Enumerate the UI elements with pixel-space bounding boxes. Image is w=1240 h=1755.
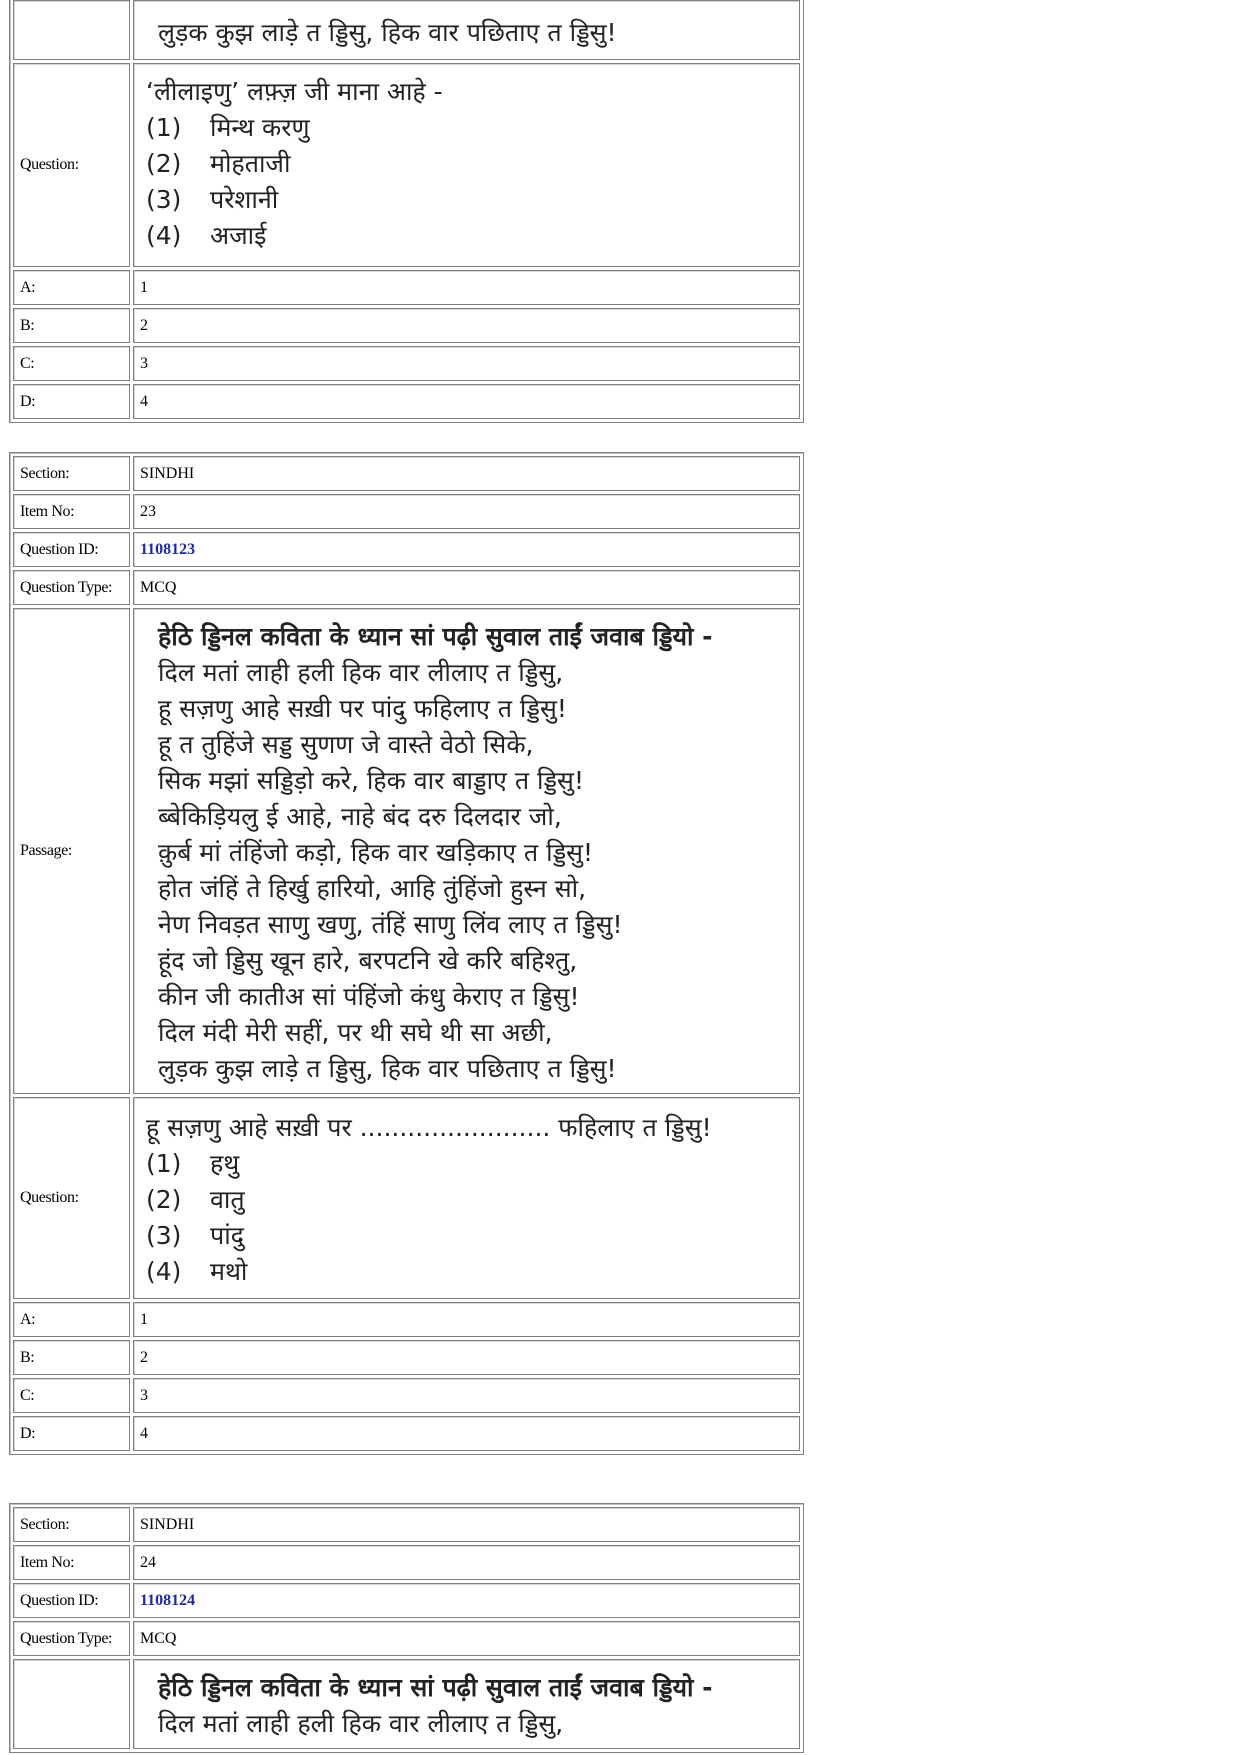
option-number: (1) — [146, 1149, 182, 1178]
answer-d-label: D: — [13, 1416, 130, 1451]
option-text: पांदु — [210, 1221, 244, 1250]
answer-a-value: 1 — [133, 1302, 800, 1337]
answer-d-label: D: — [13, 384, 130, 419]
answer-c-label: C: — [13, 1378, 130, 1413]
passage-heading: हेठि ड्डिनल कविता के ध्यान सां पढ़ी सुवाल ताईं जवाब ड्डियो - — [158, 622, 713, 651]
passage-line: दिल मतां लाही हली हिक वार लीलाए त ड्डिसु, — [158, 658, 564, 687]
option-number: (2) — [146, 149, 182, 178]
question-type-label: Question Type: — [13, 1621, 130, 1656]
option-text: अजाई — [210, 221, 267, 250]
option-2 — [146, 1182, 793, 1218]
question-cell — [133, 1097, 800, 1299]
item-no-value: 24 — [133, 1545, 800, 1580]
passage-line: लुड़क कुझ लाड़े त ड्डिसु, हिक वार पछिताए त ड्डिसु! — [158, 1054, 617, 1083]
option-text: हथु — [210, 1149, 240, 1178]
option-text: मोहताजी — [210, 149, 291, 178]
option-number: (2) — [146, 1185, 182, 1214]
question-type-label: Question Type: — [13, 570, 130, 605]
answer-c-label: C: — [13, 346, 130, 381]
section-value: SINDHI — [133, 456, 800, 491]
answer-b-label: B: — [13, 1340, 130, 1375]
question-id-value: 1108124 — [133, 1583, 800, 1618]
answer-c-value: 3 — [133, 1378, 800, 1413]
question-table-item-24 — [9, 1503, 804, 1753]
question-label: Question: — [13, 63, 130, 267]
passage-line: हू सज़णु आहे सख़ी पर पांदु फहिलाए त ड्डिसु! — [158, 694, 567, 723]
passage-line: सिक मझां सड्डिड़ो करे, हिक वार बाड्डाए त ड्डिसु! — [158, 766, 584, 795]
answer-a-label: A: — [13, 1302, 130, 1337]
option-number: (3) — [146, 1221, 182, 1250]
option-text: परेशानी — [210, 185, 279, 214]
question-table-item-23 — [9, 452, 804, 1455]
question-type-value: MCQ — [133, 1621, 800, 1656]
passage-cell — [133, 1659, 800, 1749]
answer-b-value: 2 — [133, 308, 800, 343]
question-id-label: Question ID: — [13, 532, 130, 567]
passage-label — [13, 0, 130, 60]
passage-cell — [133, 608, 800, 1094]
question-id-value: 1108123 — [133, 532, 800, 567]
option-3 — [146, 1218, 793, 1254]
option-text: मिन्थ करणु — [210, 113, 310, 142]
item-no-label: Item No: — [13, 494, 130, 529]
answer-d-value: 4 — [133, 384, 800, 419]
option-number: (3) — [146, 185, 182, 214]
passage-heading: हेठि ड्डिनल कविता के ध्यान सां पढ़ी सुवाल ताईं जवाब ड्डियो - — [158, 1673, 713, 1702]
option-text: मथो — [210, 1257, 248, 1286]
passage-line: नेण निवड़त साणु खणु, तंहिं साणु लिंव लाए त ड्डिसु! — [158, 910, 623, 939]
passage-line: होत जंहिं ते हिर्खु हारियो, आहि तुंहिंजो हुस्न सो, — [158, 874, 587, 903]
passage-line: दिल मतां लाही हली हिक वार लीलाए त ड्डिसु, — [158, 1709, 564, 1738]
question-label: Question: — [13, 1097, 130, 1299]
passage-line: हूंद जो ड्डिसु खून हारे, बरपटनि खे करि बहिश्तु, — [158, 946, 578, 975]
option-number: (1) — [146, 113, 182, 142]
passage-line: ब्बेकिड़ियलु ई आहे, नाहे बंद दरु दिलदार जो, — [158, 802, 562, 831]
option-2 — [146, 146, 793, 182]
answer-b-value: 2 — [133, 1340, 800, 1375]
option-1 — [146, 1146, 793, 1182]
item-no-label: Item No: — [13, 1545, 130, 1580]
passage-line: कीन जी कातीअ सां पंहिंजो कंधु केराए त ड्डिसु! — [158, 982, 580, 1011]
passage-label: Passage: — [13, 608, 130, 1094]
option-1 — [146, 110, 793, 146]
section-label: Section: — [13, 1507, 130, 1542]
passage-line: हू त तुहिंजे सड्ड सुणण जे वास्ते वेठो सिके, — [158, 730, 534, 759]
passage-label — [13, 1659, 130, 1749]
question-id-label: Question ID: — [13, 1583, 130, 1618]
answer-a-value: 1 — [133, 270, 800, 305]
option-4 — [146, 218, 793, 254]
answer-d-value: 4 — [133, 1416, 800, 1451]
question-cell — [133, 63, 800, 267]
question-stem: ‘लीलाइणु’ लफ़्ज़ जी माना आहे - — [146, 77, 443, 106]
section-label: Section: — [13, 456, 130, 491]
answer-b-label: B: — [13, 308, 130, 343]
option-4 — [146, 1254, 793, 1290]
passage-line: क़ुर्ब मां तंहिंजो कड़ो, हिक वार खड़िकाए त ड्डिसु! — [158, 838, 594, 867]
passage-line: लुड़क कुझ लाड़े त ड्डिसु, हिक वार पछिताए त ड्डिसु! — [158, 18, 617, 47]
option-3 — [146, 182, 793, 218]
question-type-value: MCQ — [133, 570, 800, 605]
answer-a-label: A: — [13, 270, 130, 305]
question-stem: हू सज़णु आहे सख़ी पर ........................ फहिलाए त ड्डिसु! — [146, 1113, 712, 1142]
section-value: SINDHI — [133, 1507, 800, 1542]
option-number: (4) — [146, 1257, 182, 1286]
item-no-value: 23 — [133, 494, 800, 529]
option-text: वातु — [210, 1185, 245, 1214]
option-number: (4) — [146, 221, 182, 250]
passage-cell — [133, 0, 800, 60]
answer-c-value: 3 — [133, 346, 800, 381]
question-table-item-22 — [9, 0, 804, 423]
passage-line: दिल मंदी मेरी सहीं, पर थी सघे थी सा अछी, — [158, 1018, 553, 1047]
